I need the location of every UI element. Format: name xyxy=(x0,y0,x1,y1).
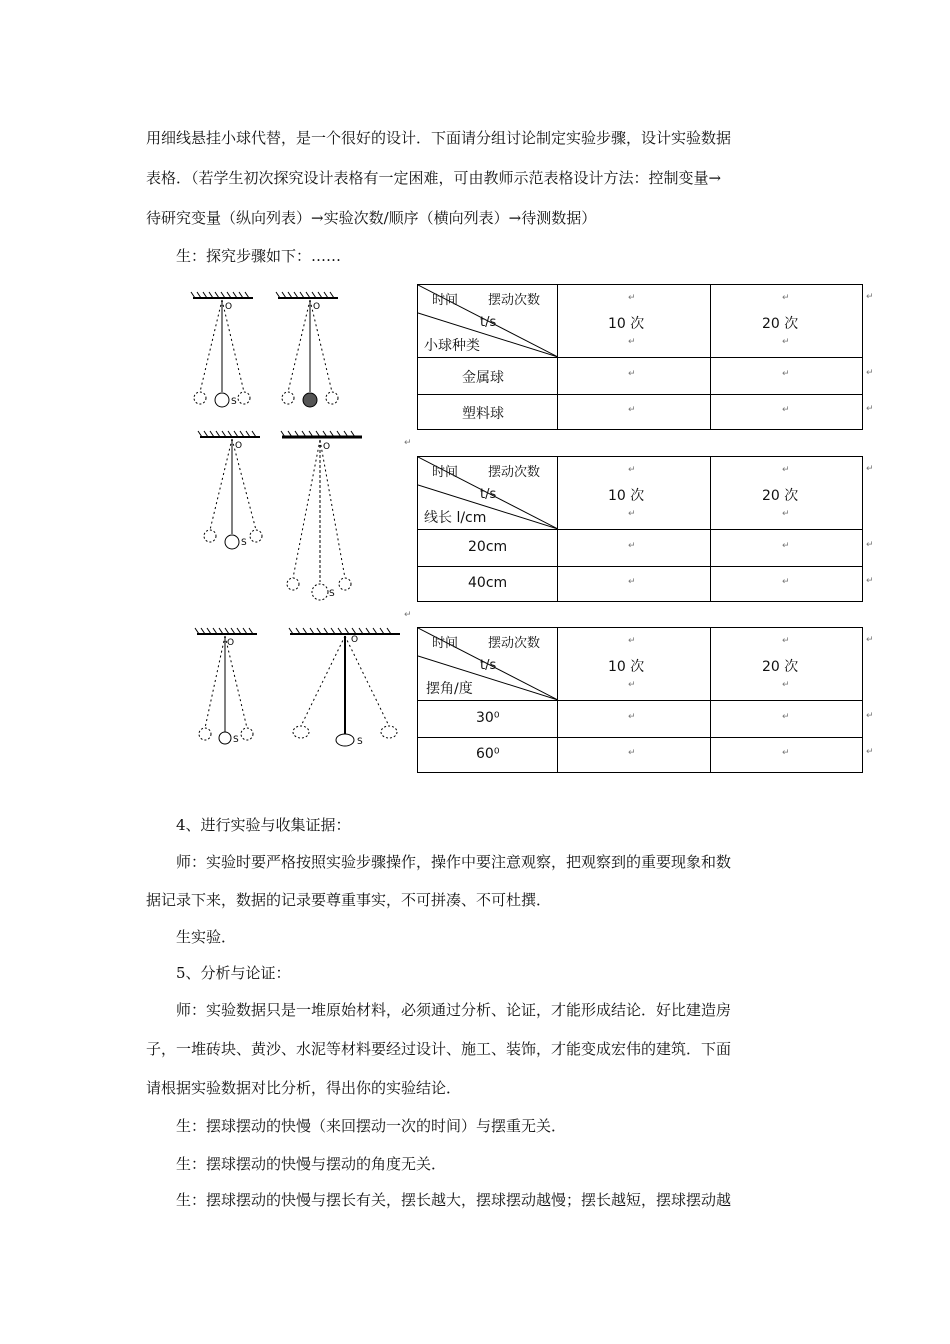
row-label-40cm: 40cm xyxy=(468,575,508,591)
corner-unit: t/s xyxy=(480,658,497,673)
step-5-heading: 5、分析与论证： xyxy=(176,964,291,982)
pendulum-4 xyxy=(281,431,362,600)
step-4-heading: 4、进行实验与收集证据： xyxy=(176,816,351,834)
student-conclusion-2: 生：摆球摆动的快慢与摆动的角度无关． xyxy=(176,1155,447,1173)
data-table-ball-type: 时间 摆动次数 t/s 小球种类 10 次 20 次 金属球 塑料球 ↵ ↵ ↵ ↵ ↵ ↵ ↵ ↵ xyxy=(417,284,863,430)
data-table-string-length: 时间 摆动次数 t/s 线长 l/cm 10 次 20 次 20cm 40cm ↵ ↵ ↵ ↵ ↵ ↵ ↵ ↵ xyxy=(417,456,863,602)
paragraph-line-4: 生：探究步骤如下：…… xyxy=(176,247,342,265)
column-header-20: 20 次 xyxy=(762,316,799,332)
teacher-analysis-line-3: 请根据实验数据对比分析，得出你的实验结论． xyxy=(146,1079,462,1097)
ball-label-1: S xyxy=(231,397,237,407)
ball-label-3: S xyxy=(241,538,247,548)
corner-unit: t/s xyxy=(480,315,497,330)
corner-variable: 线长 l/cm xyxy=(424,510,487,526)
pendulum-2 xyxy=(276,292,338,407)
pendulum-figure xyxy=(185,282,415,782)
corner-swings: 摆动次数 xyxy=(488,465,541,480)
corner-swings: 摆动次数 xyxy=(488,293,541,308)
teacher-analysis-line-2: 子，一堆砖块、黄沙、水泥等材料要经过设计、施工、装饰，才能变成宏伟的建筑．下面 xyxy=(146,1040,732,1058)
pivot-label-4: O xyxy=(323,442,331,452)
ball-label-5: S xyxy=(233,735,239,745)
student-conclusion-1: 生：摆球摆动的快慢（来回摆动一次的时间）与摆重无关． xyxy=(176,1117,567,1135)
row-label-20cm: 20cm xyxy=(468,539,508,555)
pivot-label-5: O xyxy=(227,638,235,648)
teacher-line-2: 据记录下来，数据的记录要尊重事实，不可拼凑、不可杜撰． xyxy=(146,891,552,909)
corner-swings: 摆动次数 xyxy=(488,636,541,651)
corner-variable: 小球种类 xyxy=(424,338,480,354)
column-header-10: 10 次 xyxy=(608,659,645,675)
pivot-label-3: O xyxy=(235,441,243,451)
pendulum-3 xyxy=(198,431,262,549)
student-conclusion-3: 生：摆球摆动的快慢与摆长有关，摆长越大，摆球摆动越慢；摆长越短，摆球摆动越 xyxy=(176,1191,732,1209)
corner-time: 时间 xyxy=(432,293,459,308)
data-table-swing-angle: 时间 摆动次数 t/s 摆角/度 10 次 20 次 30⁰ 60⁰ ↵ ↵ ↵ ↵ ↵ ↵ ↵ ↵ xyxy=(417,627,863,773)
row-label-metal-ball: 金属球 xyxy=(462,370,504,386)
column-header-10: 10 次 xyxy=(608,488,645,504)
row-label-60-degrees: 60⁰ xyxy=(476,746,500,762)
ball-label-4: S xyxy=(329,589,335,599)
student-experiment: 生实验． xyxy=(176,928,237,946)
pendulum-illustration xyxy=(185,282,415,782)
row-label-30-degrees: 30⁰ xyxy=(476,710,500,726)
pendulum-5 xyxy=(195,628,257,744)
corner-time: 时间 xyxy=(432,465,459,480)
pivot-label-2: O xyxy=(313,302,321,312)
corner-time: 时间 xyxy=(432,636,459,651)
column-header-20: 20 次 xyxy=(762,488,799,504)
paragraph-line-1: 用细线悬挂小球代替，是一个很好的设计．下面请分组讨论制定实验步骤，设计实验数据 xyxy=(146,129,732,147)
column-header-20: 20 次 xyxy=(762,659,799,675)
paragraph-line-3: 待研究变量（纵向列表）→实验次数/顺序（横向列表）→待测数据） xyxy=(146,209,597,227)
row-label-plastic-ball: 塑料球 xyxy=(462,406,504,422)
pendulum-6 xyxy=(289,628,400,746)
corner-unit: t/s xyxy=(480,487,497,502)
ball-label-6: S xyxy=(357,737,363,747)
pivot-label-1: O xyxy=(225,302,233,312)
column-header-10: 10 次 xyxy=(608,316,645,332)
teacher-line-1: 师：实验时要严格按照实验步骤操作，操作中要注意观察，把观察到的重要现象和数 xyxy=(176,853,732,871)
teacher-analysis-line-1: 师：实验数据只是一堆原始材料，必须通过分析、论证，才能形成结论．好比建造房 xyxy=(176,1001,732,1019)
corner-variable: 摆角/度 xyxy=(426,681,473,697)
paragraph-line-2: 表格．（若学生初次探究设计表格有一定困难，可由教师示范表格设计方法：控制变量→ xyxy=(146,169,722,187)
pendulum-1 xyxy=(191,292,253,407)
pivot-label-6: O xyxy=(351,635,359,645)
